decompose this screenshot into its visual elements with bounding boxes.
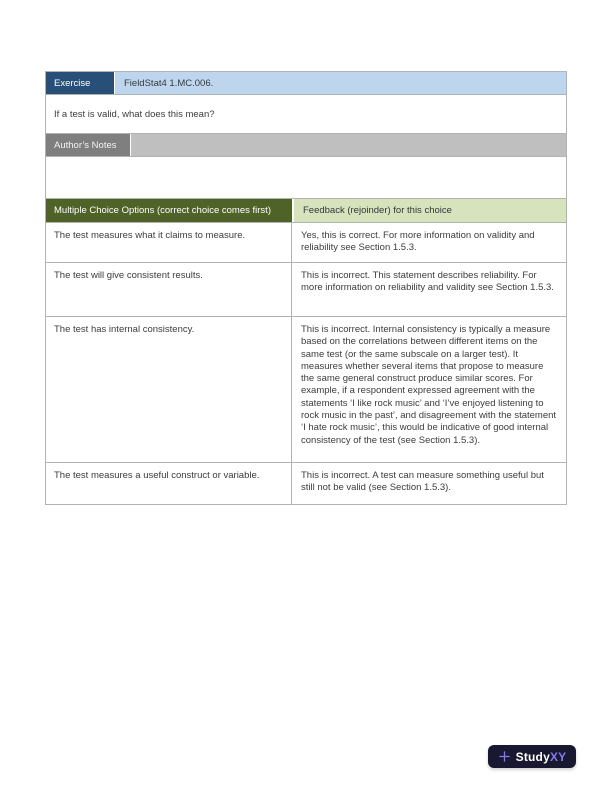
table-row	[46, 262, 566, 316]
option-cell: The test measures what it claims to measure.	[46, 223, 292, 262]
plus-icon	[498, 750, 511, 763]
authors-notes-content	[46, 156, 566, 198]
exercise-header-block	[45, 71, 567, 199]
brand-name-primary: Study	[515, 749, 550, 764]
brand-wordmark	[516, 750, 567, 764]
brand-name-secondary: XY	[549, 749, 567, 764]
feedback-cell: This is incorrect. Internal consistency is typically a measure based on the correlations between different items on the same test (or the same subscale on a larger test). It measures whether several items that propose to measure the same general construct produce similar scores. For example, if a respondent expressed agreement with the statements ‘I like rock music’ and ‘I’ve enjoyed listening to rock music in the past’, and disagreement with the statement ‘I hate rock music’, this would be indicative of good internal consistency of the test (see Section 1.5.3).	[301, 324, 557, 446]
feedback-column-header: Feedback (rejoinder) for this choice	[292, 199, 566, 222]
authors-notes-label: Author’s Notes	[46, 134, 130, 156]
options-column-header: Multiple Choice Options (correct choice comes first)	[46, 199, 292, 222]
question-row	[46, 94, 566, 133]
authors-notes-row	[46, 133, 566, 156]
authors-notes-header-fill	[130, 134, 566, 156]
feedback-cell: This is incorrect. A test can measure something useful but still not be valid (see Section 1.5.3).	[301, 470, 544, 494]
feedback-cell: This is incorrect. This statement describes reliability. For more information on reliability and validity see Section 1.5.3.	[301, 270, 554, 294]
multiple-choice-table	[45, 199, 567, 505]
feedback-cell: Yes, this is correct. For more information on validity and reliability see Section 1.5.3.	[301, 230, 535, 254]
table-row	[46, 316, 566, 462]
mc-table-header-row	[46, 199, 566, 222]
question-text: If a test is valid, what does this mean?	[54, 108, 215, 120]
table-row	[46, 222, 566, 262]
exercise-id: FieldStat4 1.MC.006.	[114, 72, 566, 94]
exercise-id-row	[46, 72, 566, 94]
exercise-label: Exercise	[46, 72, 114, 94]
studyxy-logo	[488, 745, 576, 768]
option-cell: The test will give consistent results.	[46, 263, 292, 316]
table-row	[46, 462, 566, 504]
option-cell: The test has internal consistency.	[46, 317, 292, 462]
option-cell: The test measures a useful construct or variable.	[46, 463, 292, 504]
exercise-document	[45, 71, 567, 505]
